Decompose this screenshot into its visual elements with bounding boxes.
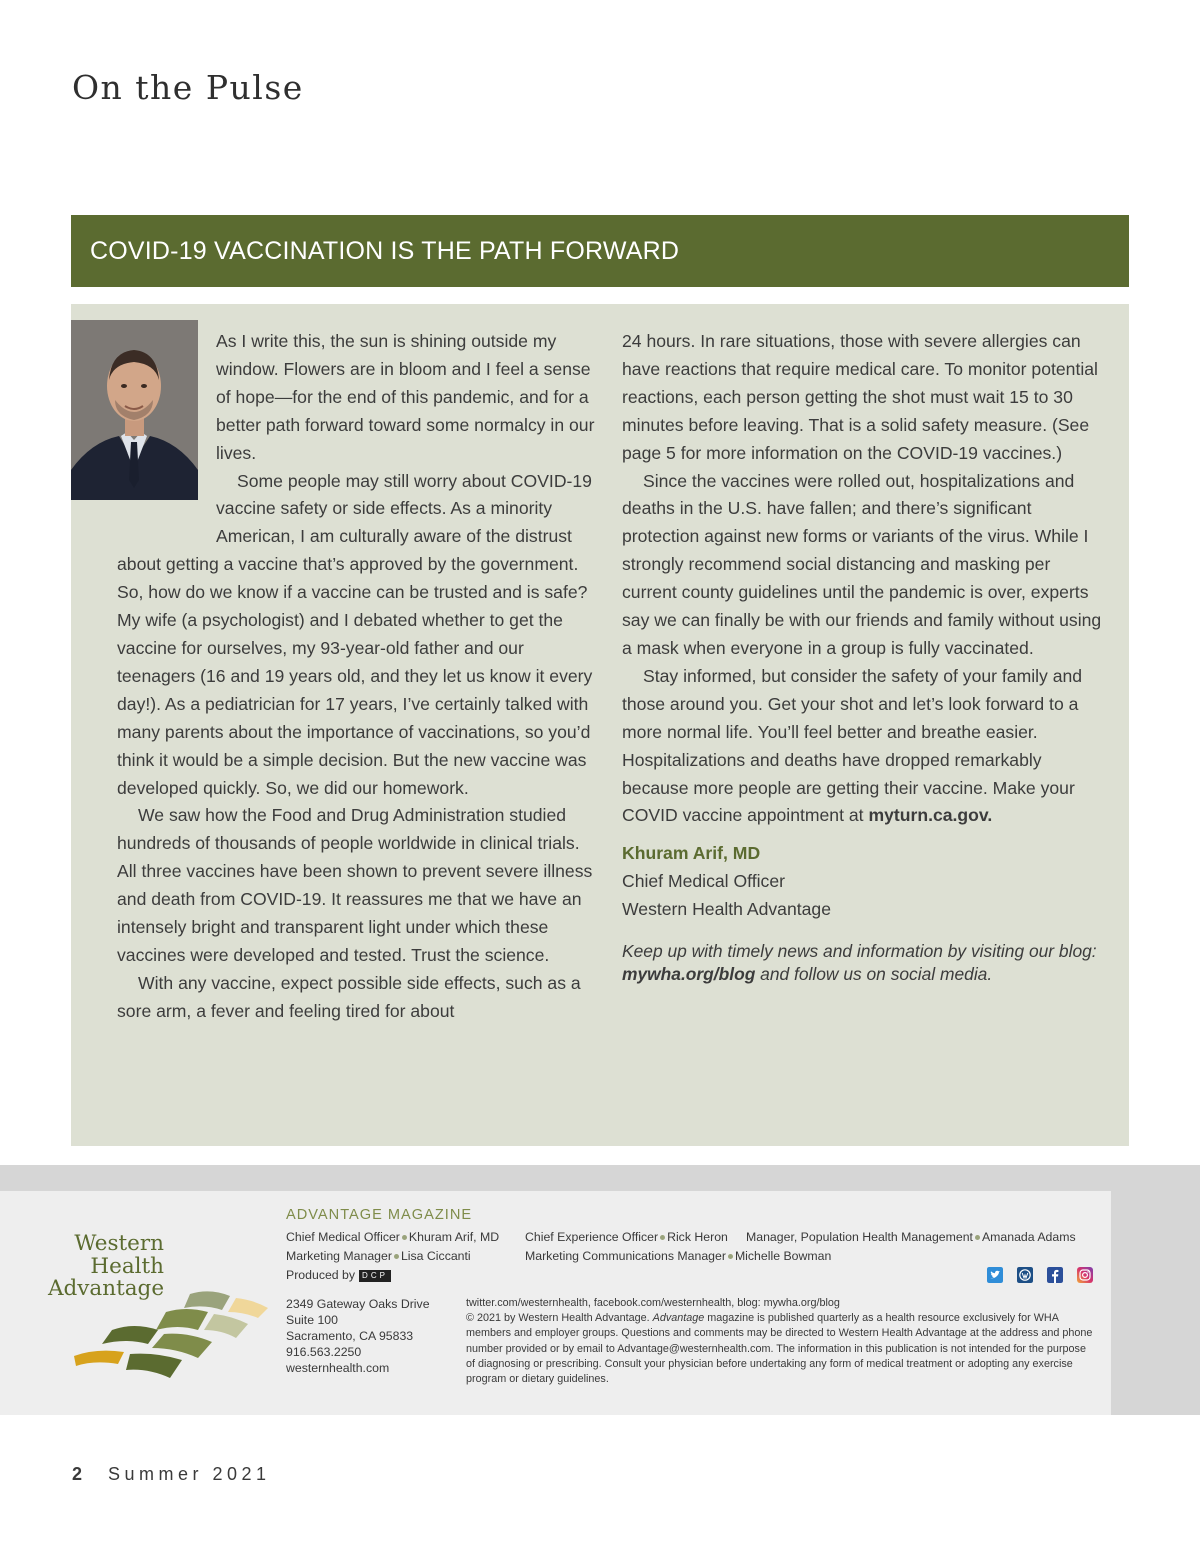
- staff-credit-cxo: Chief Experience Officer Rick Heron: [525, 1230, 728, 1244]
- wordpress-icon[interactable]: [1017, 1267, 1033, 1283]
- article-paragraph: Since the vaccines were rolled out, hospitalizations and deaths in the U.S. have fallen; and there’s significant protection against new forms or variants of the virus. While I strongly recommend social distancing and masking per current county guidelines until the pandemic is over, experts say we can finally be with our friends and family without using a mask when everyone in a group is fully vaccinated.: [622, 470, 1102, 658]
- legal-notice: [466, 1296, 1096, 1387]
- staff-credit-population-health: Manager, Population Health Management Amanada Adams: [746, 1230, 1076, 1244]
- staff-credit-marcom-manager: Marketing Communications Manager Michelle Bowman: [525, 1249, 832, 1263]
- article-column-left: [117, 328, 601, 1026]
- author-organization: Western Health Advantage: [622, 899, 831, 920]
- separator-dot: [394, 1254, 399, 1259]
- wha-logo-wordmark: Western Health Advantage: [48, 1231, 165, 1302]
- separator-dot: [728, 1254, 733, 1259]
- author-title: Chief Medical Officer: [622, 871, 785, 892]
- blog-callout: Keep up with timely news and information by visiting our blog: mywha.org/blog and follow us on social media.: [622, 941, 1097, 984]
- instagram-icon[interactable]: [1077, 1267, 1093, 1283]
- mailing-address: 2349 Gateway Oaks Drive Suite 100 Sacramento, CA 95833 916.563.2250 westernhealth.com: [286, 1297, 430, 1375]
- produced-by-credit: Produced by DCP: [286, 1266, 391, 1285]
- dcp-logo: DCP: [359, 1270, 391, 1282]
- copyright-text: © 2021 by Western Health Advantage. Advantage magazine is published quarterly as a health resource exclusively for WHA members and employer groups. Questions and comments may be directed to Western Health Advantage at the address and phone number provided or by email to Advantage@westernhealth.com. The information in this publication is not intended for the purpose of diagnosing or prescribing. Consult your physician before undertaking any form of medical treatment or adopting any exercise program or dietary guidelines.: [466, 1312, 1093, 1386]
- section-title: On the Pulse: [72, 68, 304, 107]
- closing-text: Stay informed, but consider the safety of your family and those around you. Get your shot and let’s look forward to a more normal life. You’ll feel better and breathe easier. Hospitalizations and deaths have dropped remarkably because more people are getting their vaccine. Make your COVID vaccine appointment at: [622, 665, 1083, 826]
- staff-credit-marketing-manager: Marketing Manager Lisa Ciccanti: [286, 1249, 471, 1263]
- staff-credit-cmo: Chief Medical Officer Khuram Arif, MD: [286, 1230, 500, 1244]
- vaccine-appointment-link[interactable]: myturn.ca.gov.: [868, 805, 993, 826]
- article-paragraph: 24 hours. In rare situations, those with severe allergies can have reactions that require medical care. To monitor potential reactions, each person getting the shot must wait 15 to 30 minutes before leaving. That is a solid safety measure. (See page 5 for more information on the COVID-19 vaccines.): [622, 331, 1098, 463]
- article-paragraph: With any vaccine, expect possible side effects, such as a sore arm, a fever and feeling tired for about: [117, 972, 581, 1021]
- article-banner: [71, 215, 1129, 287]
- facebook-icon[interactable]: [1047, 1267, 1063, 1283]
- article-title: COVID-19 VACCINATION IS THE PATH FORWARD: [90, 236, 680, 265]
- blog-link[interactable]: mywha.org/blog: [622, 963, 756, 984]
- twitter-icon[interactable]: [987, 1267, 1003, 1283]
- separator-dot: [660, 1235, 665, 1240]
- wha-logo-mark-icon: [72, 1286, 272, 1381]
- social-links-line: twitter.com/westernhealth, facebook.com/westernhealth, blog: mywha.org/blog: [466, 1297, 840, 1309]
- article-paragraph: As I write this, the sun is shining outside my window. Flowers are in bloom and I feel a sense of hope—for the end of this pandemic, and for a better path forward toward some normalcy in our lives.: [216, 331, 595, 463]
- website-link[interactable]: westernhealth.com: [286, 1361, 390, 1375]
- article-closing-paragraph: [622, 663, 1106, 830]
- article-paragraph: We saw how the Food and Drug Administration studied hundreds of thousands of people worldwide in clinical trials. All three vaccines have been shown to prevent severe illness and death from COVID-19. It reassures me that we have an intensely bright and transparent light under which these vaccines were developed and tested. Trust the science.: [117, 805, 593, 965]
- article-panel: [71, 304, 1129, 1146]
- page-number: 2: [72, 1464, 83, 1484]
- issue-label: Summer 2021: [108, 1464, 271, 1484]
- separator-dot: [975, 1235, 980, 1240]
- article-paragraph: Some people may still worry about COVID-19 vaccine safety or side effects. As a minority American, I am culturally aware of the distrust about getting a vaccine that’s approved by the government. So, how do we know if a vaccine can be trusted and is safe? My wife (a psychologist) and I debated whether to get the vaccine for ourselves, my 93-year-old father and our teenagers (16 and 19 years old, and they let us know it every day!). As a pediatrician for 17 years, I’ve certainly talked with many parents about the importance of vaccinations, so you’d think it would be a simple decision. But the new vaccine was developed quickly. So, we did our homework.: [117, 470, 593, 798]
- author-name: Khuram Arif, MD: [622, 843, 761, 864]
- phone-number: 916.563.2250: [286, 1345, 362, 1359]
- magazine-title: ADVANTAGE MAGAZINE: [286, 1207, 473, 1223]
- separator-dot: [402, 1235, 407, 1240]
- article-column-right: [622, 328, 1106, 985]
- page-footer: [72, 1464, 271, 1485]
